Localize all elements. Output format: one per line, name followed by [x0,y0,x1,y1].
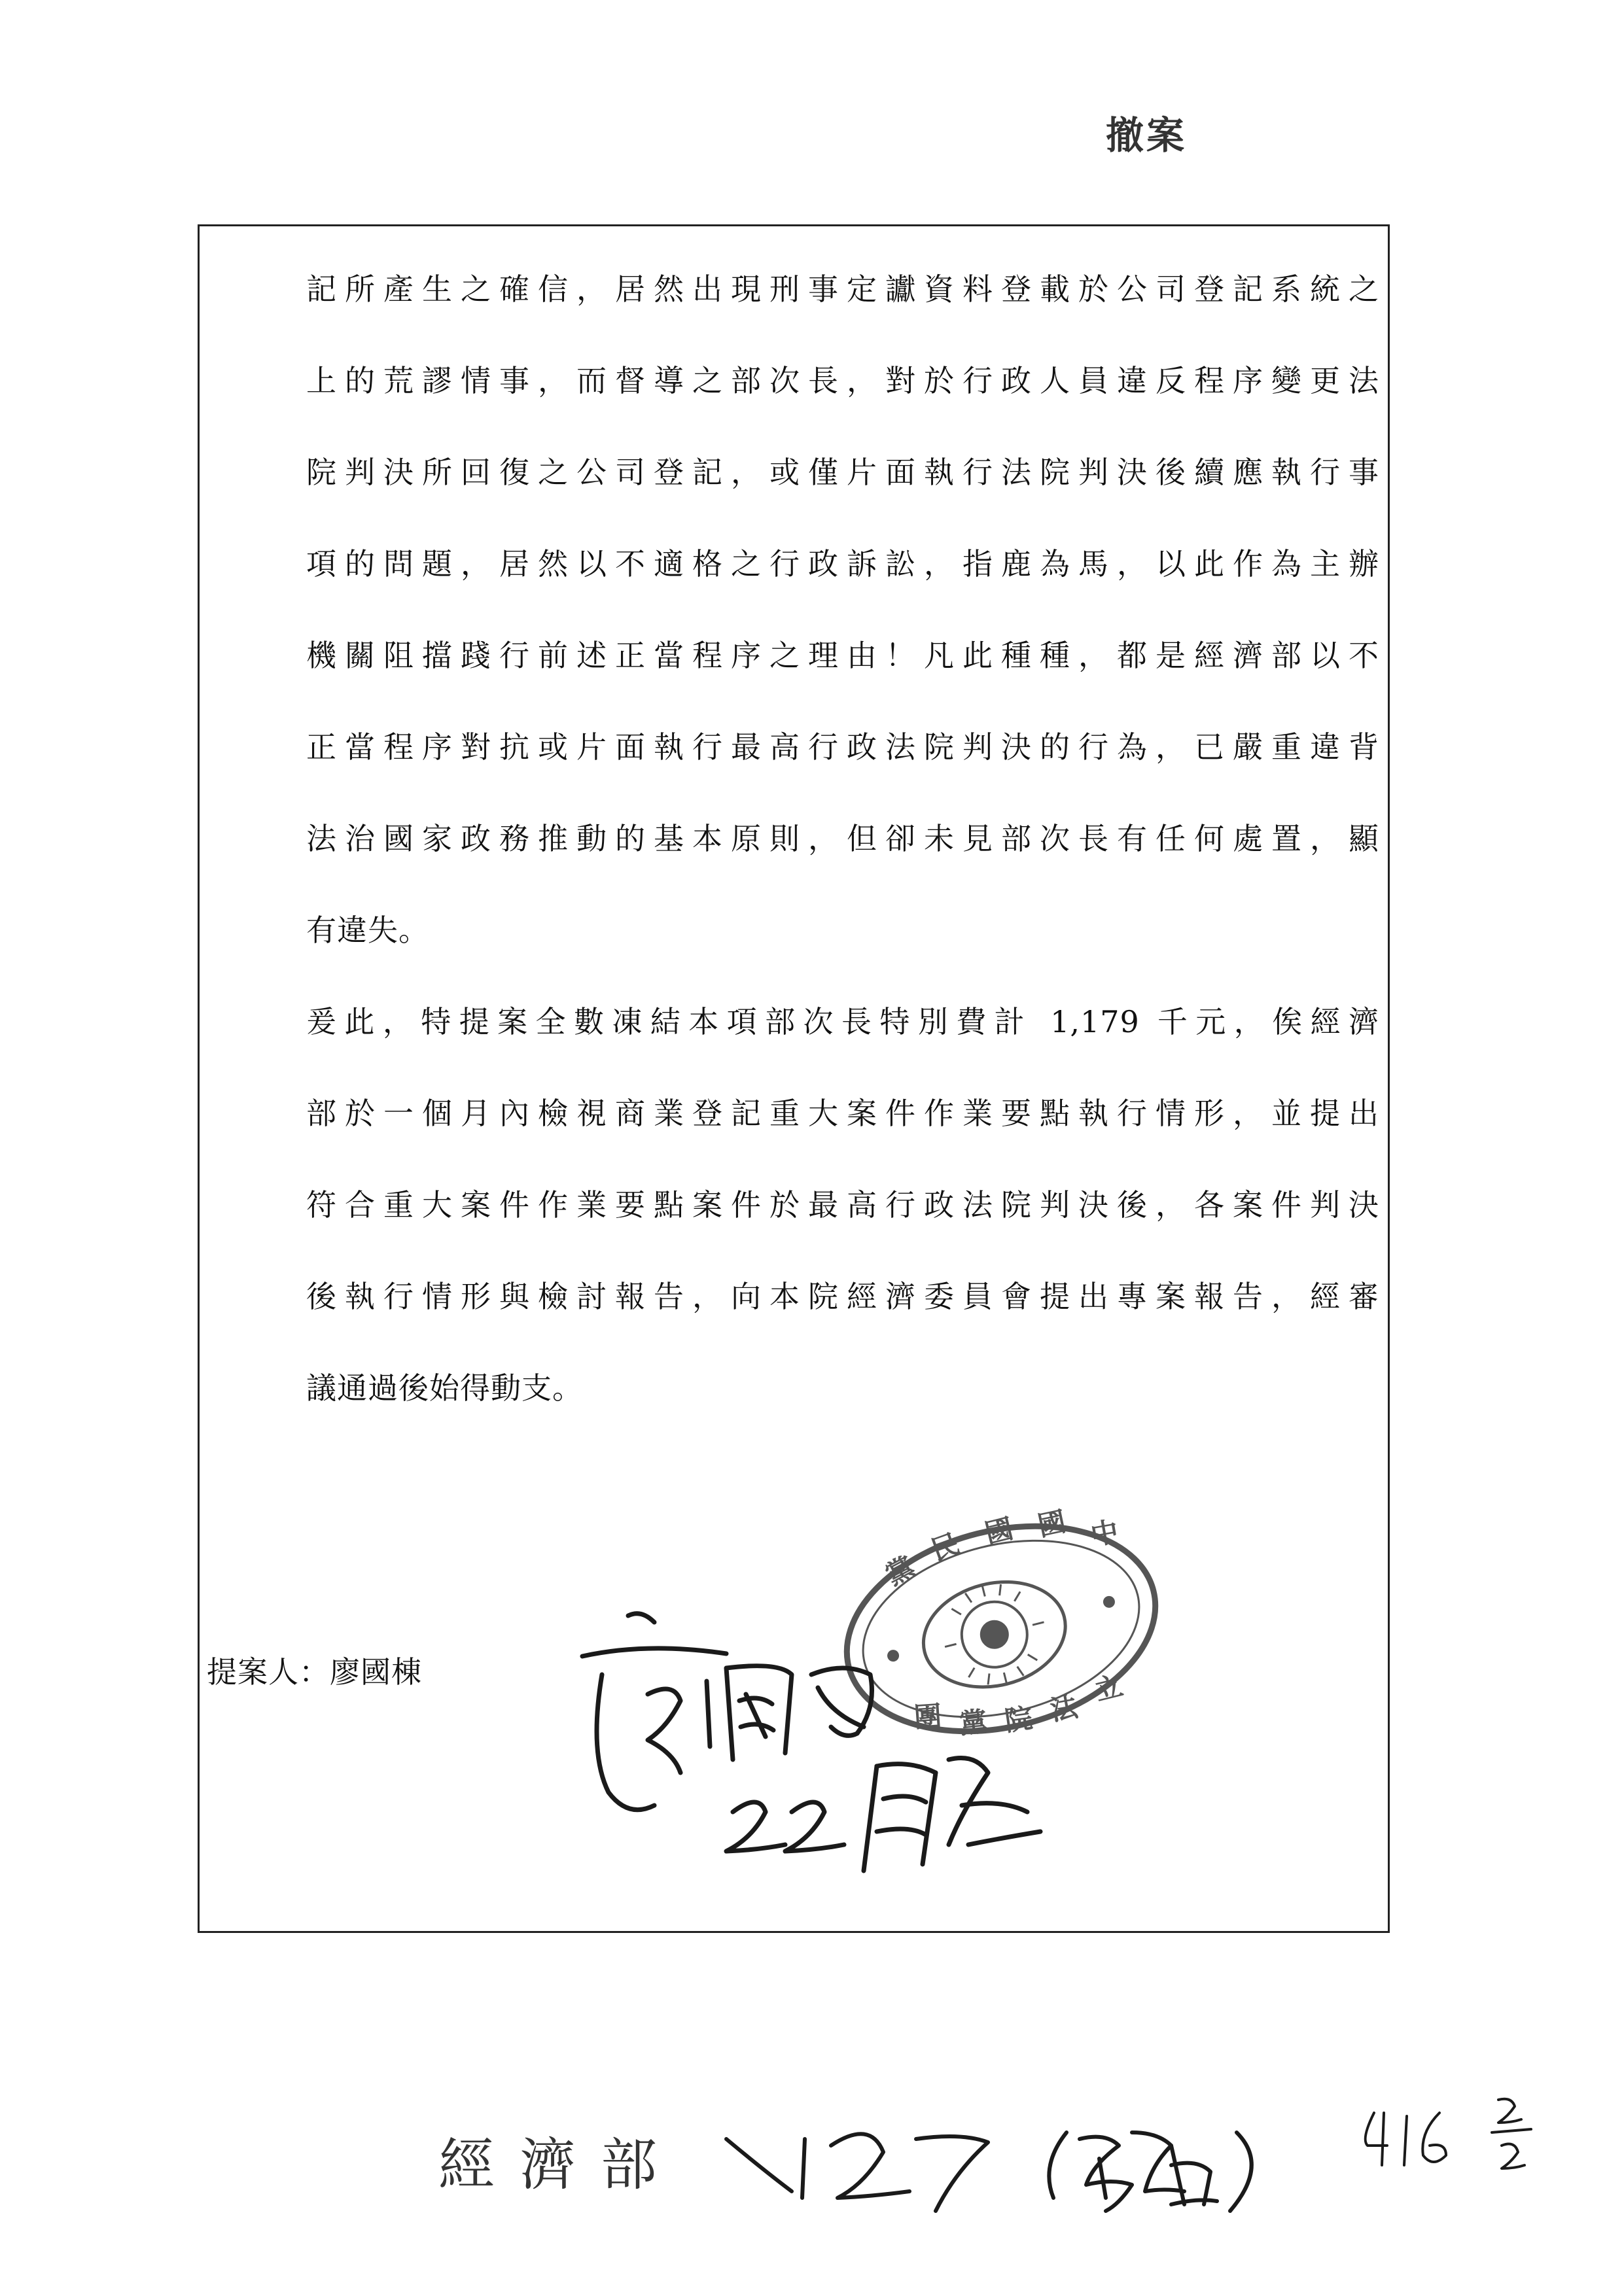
body-line: 院判決所回復之公司登記，或僅片面執行法院判決後續應執行事 [306,455,1379,490]
withdrawn-stamp: 撤案 [1106,113,1188,158]
body-line: 項的問題，居然以不適格之行政訴訟，指鹿為馬，以此作為主辦 [306,546,1379,582]
svg-text:團: 團 [913,1699,943,1733]
body-line: 有違失。 [306,913,429,948]
svg-text:國: 國 [1034,1505,1069,1542]
body-line: 部於一個月內檢視商業登記重大案件作業要點執行情形，並提出 [306,1096,1379,1131]
footer-department-label: 經濟部 [438,2132,682,2198]
body-line: 記所產生之確信，居然出現刑事定讞資料登載於公司登記系統之 [306,271,1379,307]
body-line: 符合重大案件作業要點案件於最高行政法院判決後，各案件判決 [306,1187,1379,1223]
footer-handwritten-annotation [713,2093,1590,2224]
body-line: 上的荒謬情事，而督導之部次長，對於行政人員違反程序變更法 [306,363,1379,398]
body-line: 後執行情形與檢討報告，向本院經濟委員會提出專案報告，經審 [306,1279,1379,1314]
proposer-label: 提案人：廖國棟 [207,1654,422,1690]
svg-text:立: 立 [1091,1669,1127,1707]
body-line: 議通過後始得動支。 [306,1370,583,1406]
svg-text:國: 國 [981,1512,1017,1550]
body-line: 正當程序對抗或片面執行最高行政法院判決的行為，已嚴重違背 [306,729,1379,765]
svg-text:院: 院 [1002,1701,1034,1737]
svg-text:法: 法 [1048,1690,1081,1727]
body-line: 法治國家政務推動的基本原則，但卻未見部次長有任何處置，顯 [306,821,1379,856]
body-line: 爰此，特提案全數凍結本項部次長特別費計 1,179 千元，俟經濟 [306,1004,1379,1039]
svg-text:黨: 黨 [957,1705,989,1740]
svg-text:民: 民 [927,1527,964,1567]
svg-text:中: 中 [1088,1515,1121,1552]
body-line: 機關阻擋踐行前述正當程序之理由！凡此種種，都是經濟部以不 [306,638,1379,673]
svg-text:黨: 黨 [880,1550,920,1592]
handwritten-signature [569,1596,1067,1884]
